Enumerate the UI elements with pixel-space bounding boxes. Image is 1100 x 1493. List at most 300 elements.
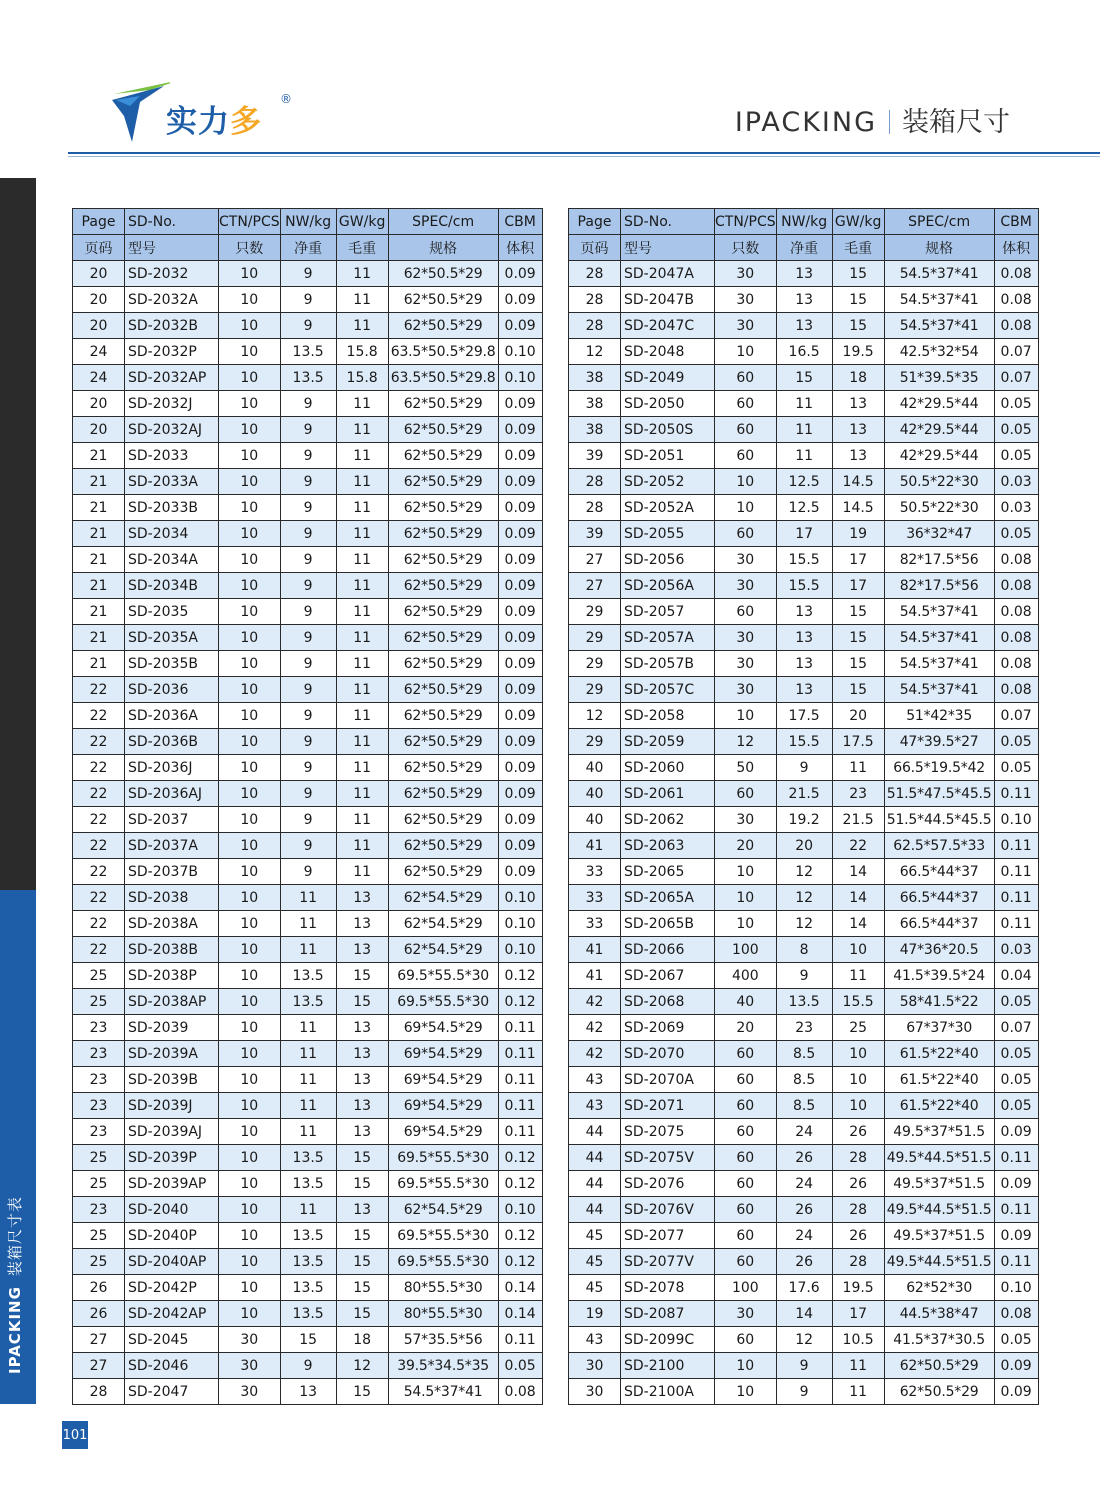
- ctn-cell: 10: [219, 391, 281, 417]
- page-cell: 27: [73, 1353, 125, 1379]
- nw-cell: 9: [280, 781, 336, 807]
- spec-cell: 62*50.5*29: [388, 573, 498, 599]
- nw-cell: 8: [776, 937, 832, 963]
- ctn-cell: 10: [715, 885, 777, 911]
- table-row: [73, 859, 543, 885]
- column-header: 毛重: [832, 235, 884, 261]
- gw-cell: 15.5: [832, 989, 884, 1015]
- model-cell: SD-2032AJ: [125, 417, 219, 443]
- spec-cell: 62*50.5*29: [388, 781, 498, 807]
- table-row: [569, 833, 1039, 859]
- page-cell: 22: [73, 703, 125, 729]
- page-cell: 20: [73, 391, 125, 417]
- spec-cell: 54.5*37*41: [388, 1379, 498, 1405]
- nw-cell: 13.5: [280, 989, 336, 1015]
- column-header: 规格: [388, 235, 498, 261]
- spec-cell: 62*50.5*29: [388, 599, 498, 625]
- spec-cell: 62*52*30: [884, 1275, 994, 1301]
- spec-cell: 62*50.5*29: [388, 469, 498, 495]
- cbm-cell: 0.09: [498, 391, 542, 417]
- ctn-cell: 10: [219, 807, 281, 833]
- ctn-cell: 60: [715, 365, 777, 391]
- table-row: [569, 1093, 1039, 1119]
- table-row: [73, 599, 543, 625]
- cbm-cell: 0.09: [498, 261, 542, 287]
- spec-cell: 58*41.5*22: [884, 989, 994, 1015]
- table-row: [73, 1093, 543, 1119]
- spec-cell: 62*50.5*29: [388, 417, 498, 443]
- table-row: [73, 1223, 543, 1249]
- page-cell: 38: [569, 417, 621, 443]
- table-row: [73, 729, 543, 755]
- gw-cell: 10.5: [832, 1327, 884, 1353]
- page-cell: 42: [569, 989, 621, 1015]
- table-row: [73, 443, 543, 469]
- ctn-cell: 10: [219, 261, 281, 287]
- table-row: [73, 339, 543, 365]
- cbm-cell: 0.09: [498, 833, 542, 859]
- gw-cell: 15.8: [336, 365, 388, 391]
- page-cell: 25: [73, 989, 125, 1015]
- ctn-cell: 10: [219, 989, 281, 1015]
- table-row: [569, 1327, 1039, 1353]
- model-cell: SD-2065A: [621, 885, 715, 911]
- ctn-cell: 60: [715, 443, 777, 469]
- table-row: [569, 573, 1039, 599]
- table-row: [73, 1145, 543, 1171]
- ctn-cell: 10: [219, 859, 281, 885]
- spec-cell: 47*36*20.5: [884, 937, 994, 963]
- cbm-cell: 0.07: [994, 1015, 1038, 1041]
- cbm-cell: 0.10: [498, 885, 542, 911]
- page-cell: 26: [73, 1301, 125, 1327]
- gw-cell: 11: [832, 1379, 884, 1405]
- ctn-cell: 10: [219, 495, 281, 521]
- gw-cell: 13: [336, 937, 388, 963]
- table-row: [569, 261, 1039, 287]
- nw-cell: 26: [776, 1197, 832, 1223]
- column-header: SD-No.: [621, 209, 715, 235]
- nw-cell: 24: [776, 1119, 832, 1145]
- table-row: [569, 703, 1039, 729]
- page-cell: 21: [73, 599, 125, 625]
- nw-cell: 11: [776, 443, 832, 469]
- model-cell: SD-2038: [125, 885, 219, 911]
- table-row: [73, 469, 543, 495]
- table-row: [569, 469, 1039, 495]
- cbm-cell: 0.11: [994, 833, 1038, 859]
- cbm-cell: 0.09: [498, 573, 542, 599]
- model-cell: SD-2099C: [621, 1327, 715, 1353]
- ctn-cell: 20: [715, 1015, 777, 1041]
- model-cell: SD-2075: [621, 1119, 715, 1145]
- gw-cell: 15: [336, 1301, 388, 1327]
- nw-cell: 15.5: [776, 729, 832, 755]
- gw-cell: 19: [832, 521, 884, 547]
- spec-cell: 51.5*44.5*45.5: [884, 807, 994, 833]
- nw-cell: 13.5: [280, 339, 336, 365]
- spec-cell: 66.5*19.5*42: [884, 755, 994, 781]
- model-cell: SD-2063: [621, 833, 715, 859]
- cbm-cell: 0.09: [498, 547, 542, 573]
- model-cell: SD-2052A: [621, 495, 715, 521]
- spec-cell: 69*54.5*29: [388, 1093, 498, 1119]
- gw-cell: 11: [336, 651, 388, 677]
- table-row: [73, 495, 543, 521]
- page-cell: 39: [569, 521, 621, 547]
- page-title: [735, 100, 1010, 139]
- model-cell: SD-2059: [621, 729, 715, 755]
- cbm-cell: 0.10: [994, 807, 1038, 833]
- ctn-cell: 10: [219, 469, 281, 495]
- cbm-cell: 0.09: [498, 677, 542, 703]
- spec-cell: 54.5*37*41: [884, 313, 994, 339]
- spec-cell: 49.5*44.5*51.5: [884, 1249, 994, 1275]
- gw-cell: 26: [832, 1119, 884, 1145]
- table-row: [73, 1301, 543, 1327]
- nw-cell: 9: [280, 261, 336, 287]
- gw-cell: 18: [832, 365, 884, 391]
- nw-cell: 15.5: [776, 573, 832, 599]
- page-cell: 21: [73, 443, 125, 469]
- nw-cell: 12.5: [776, 469, 832, 495]
- ctn-cell: 10: [219, 937, 281, 963]
- table-row: [569, 1145, 1039, 1171]
- table-row: [73, 1119, 543, 1145]
- gw-cell: 15: [832, 261, 884, 287]
- ctn-cell: 30: [715, 677, 777, 703]
- spec-cell: 54.5*37*41: [884, 651, 994, 677]
- cbm-cell: 0.11: [994, 885, 1038, 911]
- spec-cell: 67*37*30: [884, 1015, 994, 1041]
- model-cell: SD-2042P: [125, 1275, 219, 1301]
- ctn-cell: 10: [219, 287, 281, 313]
- cbm-cell: 0.10: [498, 937, 542, 963]
- spec-cell: 62*54.5*29: [388, 885, 498, 911]
- gw-cell: 13: [336, 1041, 388, 1067]
- ctn-cell: 10: [715, 1353, 777, 1379]
- model-cell: SD-2032J: [125, 391, 219, 417]
- page-cell: 44: [569, 1197, 621, 1223]
- table-row: [73, 1327, 543, 1353]
- ctn-cell: 60: [715, 1093, 777, 1119]
- column-header: 型号: [125, 235, 219, 261]
- nw-cell: 9: [776, 755, 832, 781]
- table-row: [73, 417, 543, 443]
- spec-cell: 39.5*34.5*35: [388, 1353, 498, 1379]
- column-header: SD-No.: [125, 209, 219, 235]
- column-header: 只数: [219, 235, 281, 261]
- page-cell: 22: [73, 885, 125, 911]
- nw-cell: 13: [776, 287, 832, 313]
- gw-cell: 13: [832, 443, 884, 469]
- gw-cell: 20: [832, 703, 884, 729]
- gw-cell: 10: [832, 937, 884, 963]
- model-cell: SD-2039AJ: [125, 1119, 219, 1145]
- table-row: [569, 677, 1039, 703]
- ctn-cell: 10: [219, 339, 281, 365]
- page-cell: 22: [73, 937, 125, 963]
- ctn-cell: 60: [715, 599, 777, 625]
- page-cell: 40: [569, 755, 621, 781]
- table-row: [73, 677, 543, 703]
- spec-cell: 51.5*47.5*45.5: [884, 781, 994, 807]
- nw-cell: 9: [280, 599, 336, 625]
- column-header: GW/kg: [832, 209, 884, 235]
- ctn-cell: 30: [715, 547, 777, 573]
- nw-cell: 21.5: [776, 781, 832, 807]
- gw-cell: 11: [832, 963, 884, 989]
- model-cell: SD-2039A: [125, 1041, 219, 1067]
- cbm-cell: 0.12: [498, 1145, 542, 1171]
- gw-cell: 12: [336, 1353, 388, 1379]
- gw-cell: 10: [832, 1041, 884, 1067]
- model-cell: SD-2077V: [621, 1249, 715, 1275]
- side-label-cn: 装箱尺寸表: [6, 1196, 24, 1277]
- table-row: [569, 651, 1039, 677]
- spec-cell: 69*54.5*29: [388, 1119, 498, 1145]
- model-cell: SD-2033: [125, 443, 219, 469]
- cbm-cell: 0.08: [498, 1379, 542, 1405]
- cbm-cell: 0.11: [994, 781, 1038, 807]
- table-row: [73, 703, 543, 729]
- nw-cell: 9: [280, 729, 336, 755]
- page-cell: 28: [569, 469, 621, 495]
- cbm-cell: 0.10: [498, 911, 542, 937]
- page-cell: 39: [569, 443, 621, 469]
- ctn-cell: 30: [715, 651, 777, 677]
- gw-cell: 11: [336, 443, 388, 469]
- model-cell: SD-2047A: [621, 261, 715, 287]
- nw-cell: 13: [776, 313, 832, 339]
- gw-cell: 17: [832, 1301, 884, 1327]
- model-cell: SD-2037: [125, 807, 219, 833]
- page-cell: 29: [569, 677, 621, 703]
- model-cell: SD-2069: [621, 1015, 715, 1041]
- spec-cell: 49.5*37*51.5: [884, 1223, 994, 1249]
- table-row: [73, 1275, 543, 1301]
- cbm-cell: 0.09: [498, 859, 542, 885]
- gw-cell: 11: [336, 417, 388, 443]
- table-header-row-cn: [569, 235, 1039, 261]
- model-cell: SD-2034B: [125, 573, 219, 599]
- page-cell: 23: [73, 1093, 125, 1119]
- gw-cell: 14: [832, 885, 884, 911]
- nw-cell: 9: [280, 443, 336, 469]
- nw-cell: 9: [280, 469, 336, 495]
- table-row: [569, 963, 1039, 989]
- nw-cell: 9: [280, 547, 336, 573]
- gw-cell: 11: [336, 599, 388, 625]
- ctn-cell: 10: [219, 547, 281, 573]
- model-cell: SD-2032: [125, 261, 219, 287]
- gw-cell: 11: [336, 781, 388, 807]
- cbm-cell: 0.09: [498, 703, 542, 729]
- spec-cell: 62*50.5*29: [388, 287, 498, 313]
- table-row: [73, 391, 543, 417]
- nw-cell: 13.5: [280, 1223, 336, 1249]
- page-cell: 28: [569, 287, 621, 313]
- model-cell: SD-2087: [621, 1301, 715, 1327]
- spec-cell: 62*50.5*29: [388, 677, 498, 703]
- page-cell: 21: [73, 469, 125, 495]
- table-row: [569, 1223, 1039, 1249]
- cbm-cell: 0.08: [994, 1301, 1038, 1327]
- spec-cell: 62*50.5*29: [388, 625, 498, 651]
- gw-cell: 11: [336, 287, 388, 313]
- gw-cell: 14.5: [832, 469, 884, 495]
- page-cell: 22: [73, 833, 125, 859]
- cbm-cell: 0.05: [994, 1041, 1038, 1067]
- nw-cell: 9: [280, 807, 336, 833]
- nw-cell: 12: [776, 885, 832, 911]
- model-cell: SD-2077: [621, 1223, 715, 1249]
- gw-cell: 13: [336, 1015, 388, 1041]
- cbm-cell: 0.09: [498, 495, 542, 521]
- cbm-cell: 0.05: [994, 1093, 1038, 1119]
- cbm-cell: 0.05: [994, 755, 1038, 781]
- table-row: [569, 1015, 1039, 1041]
- gw-cell: 11: [336, 313, 388, 339]
- model-cell: SD-2065: [621, 859, 715, 885]
- ctn-cell: 60: [715, 1067, 777, 1093]
- page-cell: 20: [73, 417, 125, 443]
- cbm-cell: 0.07: [994, 365, 1038, 391]
- cbm-cell: 0.09: [994, 1171, 1038, 1197]
- cbm-cell: 0.11: [498, 1041, 542, 1067]
- model-cell: SD-2052: [621, 469, 715, 495]
- column-header: 规格: [884, 235, 994, 261]
- table-row: [569, 443, 1039, 469]
- ctn-cell: 10: [715, 859, 777, 885]
- gw-cell: 11: [336, 755, 388, 781]
- model-cell: SD-2062: [621, 807, 715, 833]
- table-row: [73, 1015, 543, 1041]
- ctn-cell: 60: [715, 521, 777, 547]
- nw-cell: 11: [280, 1067, 336, 1093]
- page-number: 101: [62, 1421, 88, 1449]
- nw-cell: 9: [280, 859, 336, 885]
- table-row: [73, 1353, 543, 1379]
- model-cell: SD-2070A: [621, 1067, 715, 1093]
- cbm-cell: 0.14: [498, 1275, 542, 1301]
- column-header: CTN/PCS: [715, 209, 777, 235]
- column-header: 净重: [280, 235, 336, 261]
- table-row: [569, 313, 1039, 339]
- cbm-cell: 0.03: [994, 937, 1038, 963]
- table-row: [569, 1171, 1039, 1197]
- page-cell: 28: [569, 261, 621, 287]
- nw-cell: 8.5: [776, 1067, 832, 1093]
- gw-cell: 11: [336, 833, 388, 859]
- spec-cell: 61.5*22*40: [884, 1093, 994, 1119]
- gw-cell: 15: [336, 1171, 388, 1197]
- table-row: [569, 1379, 1039, 1405]
- nw-cell: 13.5: [280, 1249, 336, 1275]
- model-cell: SD-2047C: [621, 313, 715, 339]
- page-cell: 42: [569, 1015, 621, 1041]
- spec-cell: 82*17.5*56: [884, 573, 994, 599]
- nw-cell: 13.5: [280, 963, 336, 989]
- page-cell: 23: [73, 1041, 125, 1067]
- nw-cell: 9: [280, 1353, 336, 1379]
- nw-cell: 11: [280, 885, 336, 911]
- page-cell: 26: [73, 1275, 125, 1301]
- cbm-cell: 0.08: [994, 547, 1038, 573]
- nw-cell: 15: [776, 365, 832, 391]
- spec-cell: 57*35.5*56: [388, 1327, 498, 1353]
- ctn-cell: 10: [219, 1171, 281, 1197]
- cbm-cell: 0.08: [994, 573, 1038, 599]
- ctn-cell: 100: [715, 937, 777, 963]
- model-cell: SD-2076V: [621, 1197, 715, 1223]
- cbm-cell: 0.05: [994, 1067, 1038, 1093]
- nw-cell: 16.5: [776, 339, 832, 365]
- spec-cell: 62*54.5*29: [388, 911, 498, 937]
- ctn-cell: 10: [715, 469, 777, 495]
- page-cell: 22: [73, 859, 125, 885]
- ctn-cell: 10: [219, 911, 281, 937]
- cbm-cell: 0.09: [994, 1223, 1038, 1249]
- spec-cell: 62*50.5*29: [388, 495, 498, 521]
- page-cell: 23: [73, 1067, 125, 1093]
- spec-cell: 69.5*55.5*30: [388, 1145, 498, 1171]
- model-cell: SD-2039: [125, 1015, 219, 1041]
- page-cell: 33: [569, 885, 621, 911]
- nw-cell: 9: [776, 963, 832, 989]
- nw-cell: 13: [776, 261, 832, 287]
- table-row: [73, 313, 543, 339]
- nw-cell: 9: [280, 677, 336, 703]
- model-cell: SD-2068: [621, 989, 715, 1015]
- cbm-cell: 0.09: [498, 443, 542, 469]
- spec-cell: 66.5*44*37: [884, 911, 994, 937]
- ctn-cell: 30: [715, 313, 777, 339]
- page-cell: 21: [73, 495, 125, 521]
- table-row: [569, 937, 1039, 963]
- cbm-cell: 0.09: [994, 1353, 1038, 1379]
- spec-cell: 54.5*37*41: [884, 625, 994, 651]
- model-cell: SD-2075V: [621, 1145, 715, 1171]
- cbm-cell: 0.10: [498, 365, 542, 391]
- model-cell: SD-2033B: [125, 495, 219, 521]
- column-header: CBM: [498, 209, 542, 235]
- cbm-cell: 0.11: [498, 1327, 542, 1353]
- gw-cell: 26: [832, 1171, 884, 1197]
- table-row: [569, 859, 1039, 885]
- nw-cell: 17: [776, 521, 832, 547]
- table-row: [569, 1249, 1039, 1275]
- ctn-cell: 60: [715, 417, 777, 443]
- cbm-cell: 0.11: [994, 1249, 1038, 1275]
- ctn-cell: 10: [219, 781, 281, 807]
- table-row: [73, 547, 543, 573]
- model-cell: SD-2046: [125, 1353, 219, 1379]
- ctn-cell: 10: [219, 417, 281, 443]
- gw-cell: 11: [832, 1353, 884, 1379]
- page-cell: 24: [73, 339, 125, 365]
- gw-cell: 21.5: [832, 807, 884, 833]
- packing-table-right: [568, 208, 1039, 1405]
- ctn-cell: 10: [219, 521, 281, 547]
- spec-cell: 54.5*37*41: [884, 261, 994, 287]
- gw-cell: 15: [336, 1379, 388, 1405]
- cbm-cell: 0.05: [994, 1327, 1038, 1353]
- spec-cell: 69.5*55.5*30: [388, 1223, 498, 1249]
- model-cell: SD-2040: [125, 1197, 219, 1223]
- gw-cell: 13: [336, 1197, 388, 1223]
- nw-cell: 11: [776, 391, 832, 417]
